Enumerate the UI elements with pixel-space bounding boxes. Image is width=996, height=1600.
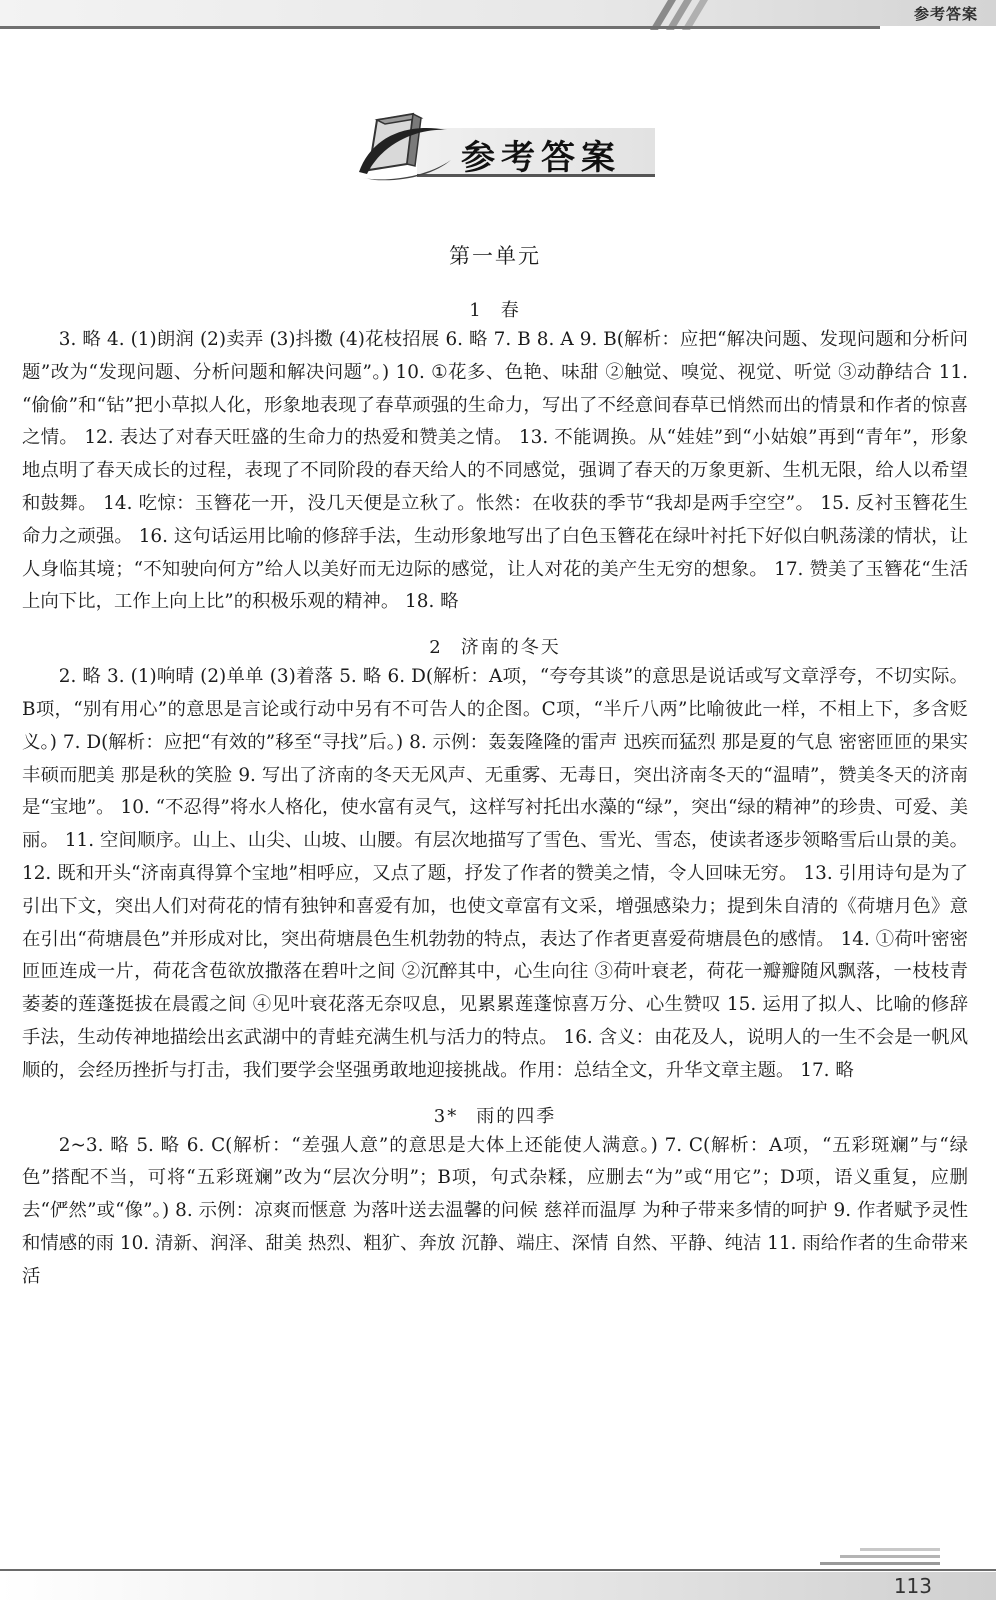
section-title bbox=[22, 633, 968, 659]
header-rule bbox=[0, 26, 880, 29]
section-title bbox=[22, 1102, 968, 1128]
section-answers: 2. 略 3. (1)响晴 (2)单单 (3)着落 5. 略 6. D(解析：A项，“夸夸其谈”的意思是说话或写文章浮夸，不切实际。B项，“别有用心”的意思是言论或行动中另有不可告人的企图。C项，“半斤八两”比喻彼此一样，不相上下，多含贬义。) 7. D(解析：应把“有效的”移至“寻找”后。) 8. 示例：轰轰隆隆的雷声 迅疾而猛烈 那是夏的气息 密密匝匝的果实 丰硕而肥美 那是秋的笑脸 9. 写出了济南的冬天无风声、无重雾、无毒日，突出济南冬天的“温晴”，赞美冬天的济南是“宝地”。 10. “不忍得”将水人格化，使水富有灵气，这样写衬托出水藻的“绿”，突出“绿的精神”的珍贵、可爱、美丽。 11. 空间顺序。山上、山尖、山坡、山腰。有层次地描写了雪色、雪光、雪态，使读者逐步领略雪后山景的美。 12. 既和开头“济南真得算个宝地”相呼应，又点了题，抒发了作者的赞美之情，令人回味无穷。 13. 引用诗句是为了引出下文，突出人们对荷花的情有独钟和喜爱有加，也使文章富有文采，增强感染力；提到朱自清的《荷塘月色》意在引出“荷塘晨色”并形成对比，突出荷塘晨色生机勃勃的特点，表达了作者更喜爱荷塘晨色的感情。 14. ①荷叶密密匝匝连成一片，荷花含苞欲放撒落在碧叶之间 ②沉醉其中，心生向往 ③荷叶衰老，荷花一瓣瓣随风飘落，一枝枝青萎萎的莲蓬挺拔在晨霞之间 ④见叶衰花落无奈叹息，见累累莲蓬惊喜万分、心生赞叹 15. 运用了拟人、比喻的修辞手法，生动传神地描绘出玄武湖中的青蛙充满生机与活力的特点。 16. 含义：由花及人，说明人的一生不会是一帆风顺的，会经历挫折与打击，我们要学会坚强勇敢地迎接挑战。作用：总结全文，升华文章主题。 17. 略 bbox=[22, 666, 968, 1081]
answer-content bbox=[22, 240, 968, 1308]
section-answers: 3. 略 4. (1)朗润 (2)卖弄 (3)抖擞 (4)花枝招展 6. 略 7. B 8. A 9. B(解析：应把“解决问题、发现问题和分析问题”改为“发现问题、分析问题和解决问题”。) 10. ①花多、色艳、味甜 ②触觉、嗅觉、视觉、听觉 ③动静结合 11. “偷偷”和“钻”把小草拟人化，形象地表现了春草顽强的生命力，写出了不经意间春草已悄然而出的情景和作者的惊喜之情。 12. 表达了对春天旺盛的生命力的热爱和赞美之情。 13. 不能调换。从“娃娃”到“小姑娘”再到“青年”，形象地点明了春天成长的过程，表现了不同阶段的春天给人的不同感觉，强调了春天的万象更新、生机无限，给人以希望和鼓舞。 14. 吃惊：玉簪花一开，没几天便是立秋了。怅然：在收获的季节“我却是两手空空”。 15. 反衬玉簪花生命力之顽强。 16. 这句话运用比喻的修辞手法，生动形象地写出了白色玉簪花在绿叶衬托下好似白帆荡漾的情状，让人身临其境；“不知驶向何方”给人以美好而无边际的感觉，让人对花的美产生无穷的想象。 17. 赞美了玉簪花“生活上向下比，工作上向上比”的积极乐观的精神。 18. 略 bbox=[22, 329, 968, 613]
section-name: 雨的四季 bbox=[476, 1105, 557, 1127]
page-number: 113 bbox=[893, 1574, 932, 1598]
footer-stripes-decoration bbox=[820, 1540, 940, 1570]
book-emblem-icon bbox=[355, 108, 465, 184]
section-number: 1 bbox=[469, 300, 483, 321]
section-title bbox=[22, 296, 968, 322]
section-name: 春 bbox=[500, 300, 521, 321]
page-title: 参考答案 bbox=[461, 138, 621, 178]
header-label: 参考答案 bbox=[913, 5, 978, 23]
section-name: 济南的冬天 bbox=[460, 637, 561, 659]
section-number: 3* bbox=[433, 1105, 459, 1127]
header-band bbox=[0, 0, 996, 26]
unit-title: 第一单元 bbox=[449, 244, 541, 268]
section-number: 2 bbox=[429, 637, 443, 659]
section-answers: 2~3. 略 5. 略 6. C(解析：“差强人意”的意思是大体上还能使人满意。) 7. C(解析：A项，“五彩斑斓”与“绿色”搭配不当，可将“五彩斑斓”改为“层次分明”；B项，句式杂糅，应删去“为”或“用它”；D项，语义重复，应删去“俨然”或“像”。) 8. 示例：凉爽而惬意 为落叶送去温馨的问候 慈祥而温厚 为种子带来多情的呵护 9. 作者赋予灵性和情感的雨 10. 清新、润泽、甜美 热烈、粗犷、奔放 沉静、端庄、深情 自然、平静、纯洁 11. 雨给作者的生命带来活 bbox=[22, 1134, 968, 1287]
title-banner bbox=[355, 108, 655, 184]
footer-band bbox=[0, 1572, 996, 1600]
footer-rule bbox=[0, 1569, 996, 1571]
